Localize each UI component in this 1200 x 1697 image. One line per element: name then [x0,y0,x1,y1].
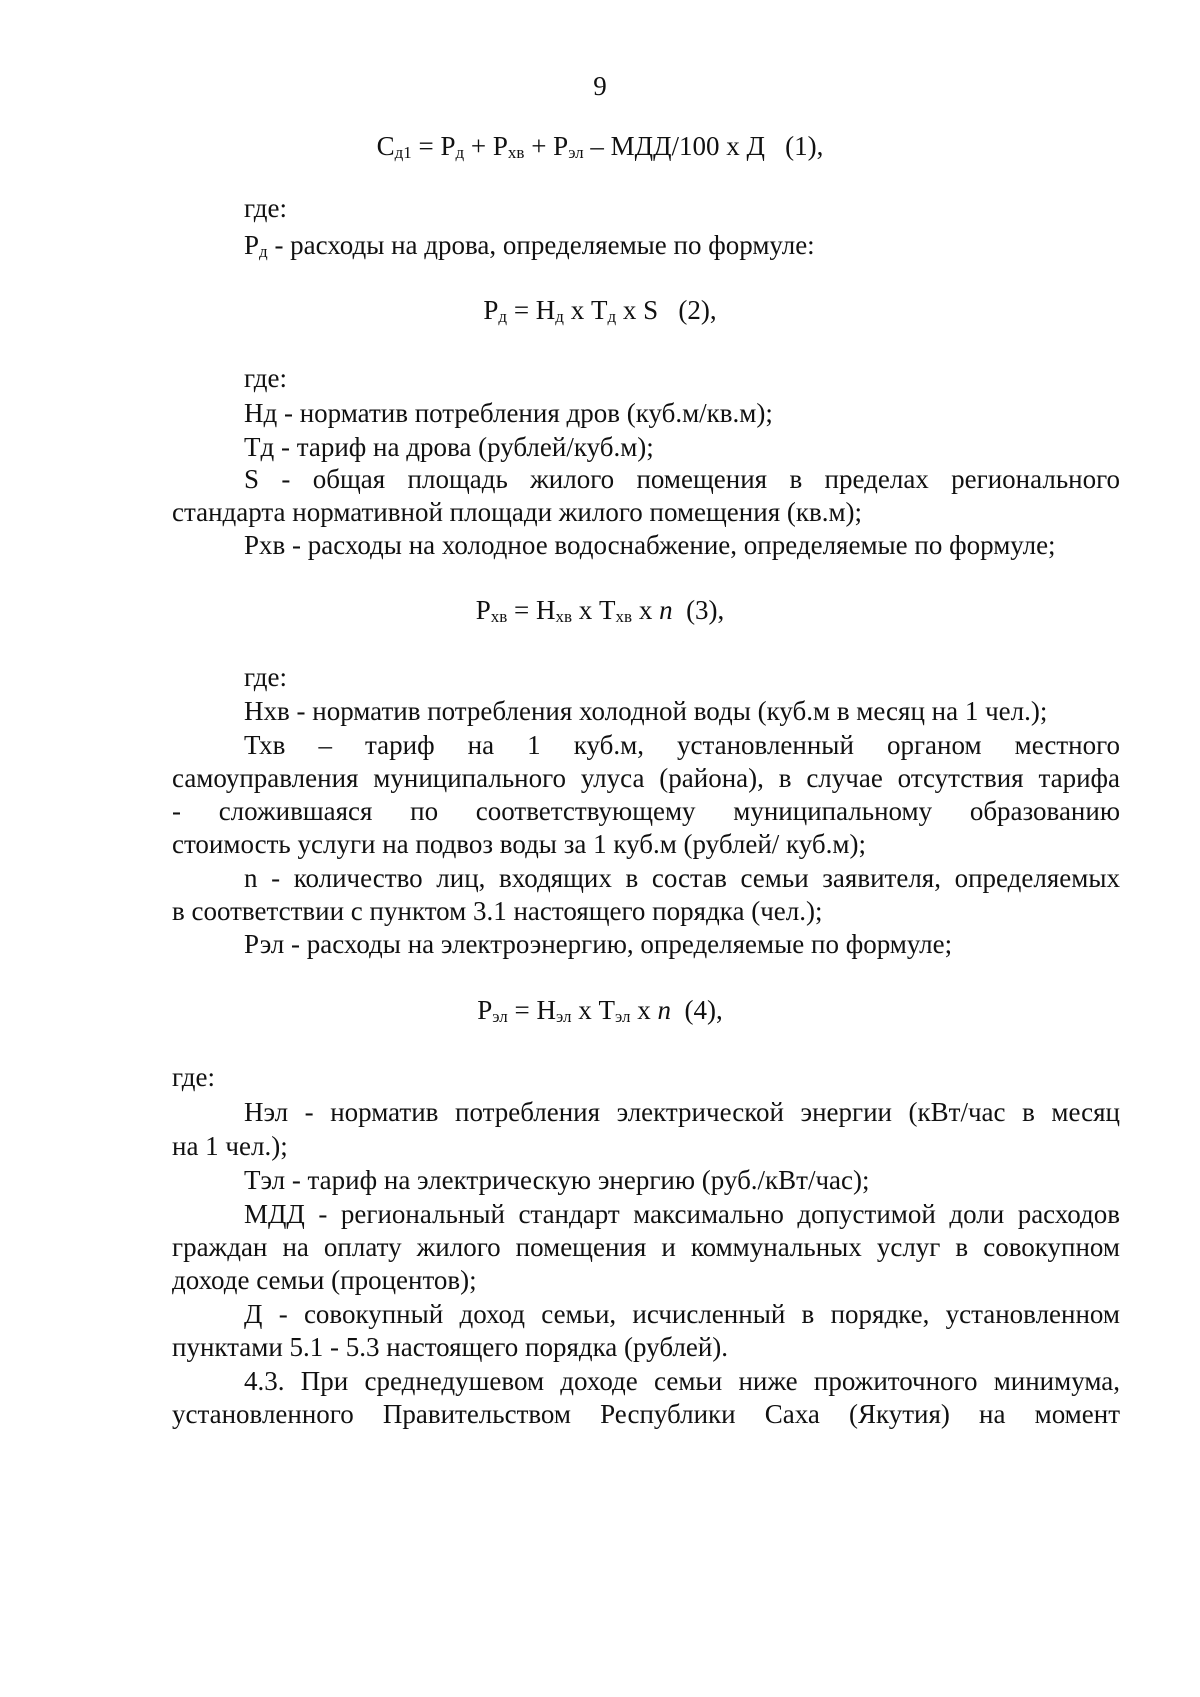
where-label-1: где: [244,193,287,223]
formula-4: $Р_{эл} = Н_{эл}$ х $Т_{эл}$ х n (4), [477,995,723,1026]
d-definition-line1: Д - совокупный доход семьи, исчисленный в порядке, установленном [244,1299,1120,1329]
mdd-definition-line2: граждан на оплату жилого помещения и коммунальных услуг в совокупном [172,1232,1120,1262]
paragraph-4-3-line2: установленного Правительством Республики Саха (Якутия) на момент [172,1399,1120,1429]
rd-definition: $Р_д$ - расходы на дрова, определяемые по формуле: [244,230,815,261]
page-number: 9 [593,71,607,101]
thv-definition-line3: - сложившаяся по соответствующему муниципальному образованию [172,796,1120,826]
thv-definition-line1: Тхв – тариф на 1 куб.м, установленный органом местного [244,730,1120,760]
tel-definition: Тэл - тариф на электрическую энергию (руб./кВт/час); [244,1165,870,1195]
paragraph-4-3-line1: 4.3. При среднедушевом доходе семьи ниже прожиточного минимума, [244,1366,1120,1396]
nel-definition-line2: на 1 чел.); [172,1131,288,1161]
rhv-definition: Рхв - расходы на холодное водоснабжение, определяемые по формуле; [244,530,1056,560]
s-definition-line2: стандарта нормативной площади жилого помещения (кв.м); [172,497,863,527]
formula-1: $С_{д1} = Р_д + Р_{хв} + Р_{эл} - МДД/100$ х Д (1), [376,131,824,162]
where-label-4: где: [172,1062,215,1092]
mdd-definition-line1: МДД - региональный стандарт максимально допустимой доли расходов [244,1199,1120,1229]
formula-3: $Р_{хв} = Н_{хв}$ х $Т_{хв}$ х n (3), [475,595,725,626]
td-definition: Тд - тариф на дрова (рублей/куб.м); [244,432,654,462]
rel-definition: Рэл - расходы на электроэнергию, определяемые по формуле; [244,929,953,959]
mdd-definition-line3: доходе семьи (процентов); [172,1265,477,1295]
n-definition-line2: в соответствии с пунктом 3.1 настоящего порядка (чел.); [172,896,823,926]
n-definition-line1: n - количество лиц, входящих в состав семьи заявителя, определяемых [244,863,1120,893]
nel-definition-line1: Нэл - норматив потребления электрической энергии (кВт/час в месяц [244,1097,1120,1127]
thv-definition-line4: стоимость услуги на подвоз воды за 1 куб.м (рублей/ куб.м); [172,829,866,859]
formula-2: $Р_д = Н_д$ х $Т_д$ х S (2), [483,295,717,326]
thv-definition-line2: самоуправления муниципального улуса (района), в случае отсутствия тарифа [172,763,1120,793]
d-definition-line2: пунктами 5.1 - 5.3 настоящего порядка (рублей). [172,1332,729,1362]
nd-definition: Нд - норматив потребления дров (куб.м/кв.м); [244,398,773,428]
s-definition-line1: S - общая площадь жилого помещения в пределах регионального [244,464,1120,494]
where-label-3: где: [244,662,287,692]
nhv-definition: Нхв - норматив потребления холодной воды (куб.м в месяц на 1 чел.); [244,696,1048,726]
where-label-2: где: [244,363,287,393]
